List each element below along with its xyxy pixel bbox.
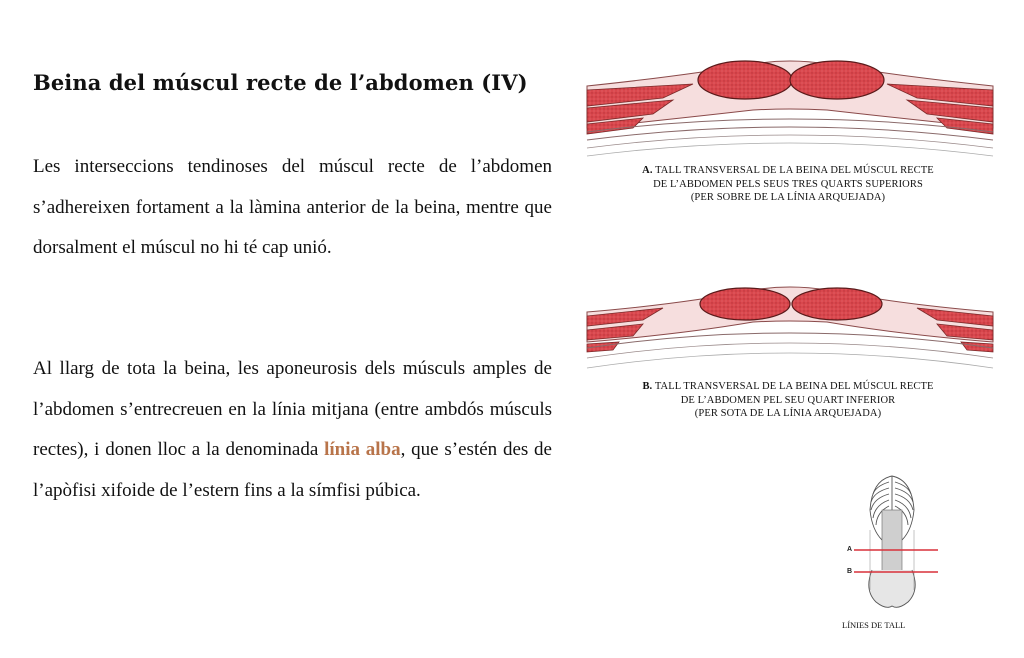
cut-line-b-label: B	[847, 568, 853, 575]
caption-b-line2: DE L’ABDOMEN PEL SEU QUART INFERIOR	[680, 394, 896, 406]
caption-a-line1: TALL TRANSVERSAL DE LA BEINA DEL MÚSCUL RECTE	[652, 165, 934, 176]
paragraph-text-before: Al llarg de tota la beina, les aponeurosis dels músculs amples de l’abdomen s’entrecreuen en la línia mitjana (entre ambdós músculs rectes), i donen lloc a la denominada	[33, 358, 552, 460]
caption-b-line3: (PER SOTA DE LA LÍNIA ARQUEJADA)	[694, 408, 882, 419]
caption-a-letter: A.	[642, 165, 653, 176]
caption-figure-b	[578, 380, 998, 421]
cross-section-figure-a	[583, 48, 997, 160]
cut-line-a-label: A	[847, 546, 853, 553]
skeleton-cut-lines-diagram	[842, 470, 942, 620]
rectus-muscle-right	[790, 61, 884, 99]
caption-figure-a	[578, 164, 998, 205]
skeleton-caption: LÍNIES DE TALL	[842, 620, 906, 630]
linia-alba-term: línia alba	[324, 439, 401, 460]
caption-b-letter: B.	[642, 381, 653, 392]
paragraph-linea-alba	[33, 349, 552, 511]
pelvis-icon	[869, 570, 915, 607]
caption-a-line3: (PER SOBRE DE LA LÍNIA ARQUEJADA)	[690, 192, 886, 203]
page-title: Beina del múscul recte de l’abdomen (IV)	[33, 70, 528, 95]
rectus-muscle-left	[700, 288, 790, 320]
paragraph-intersections: Les interseccions tendinoses del múscul recte de l’abdomen s’adhereixen fortament a la làmina anterior de la beina, mentre que dorsalment el múscul no hi té cap unió.	[33, 156, 552, 258]
rectus-muscle-right	[792, 288, 882, 320]
cross-section-figure-b	[583, 282, 997, 382]
rectus-muscle-left	[698, 61, 792, 99]
paragraph-text-after: , que s’estén des de l’apòfisi xifoide de l’estern fins a la símfisi púbica.	[33, 439, 552, 501]
caption-b-line1: TALL TRANSVERSAL DE LA BEINA DEL MÚSCUL RECTE	[652, 381, 934, 392]
caption-a-line2: DE L’ABDOMEN PELS SEUS TRES QUARTS SUPERIORS	[653, 178, 923, 190]
